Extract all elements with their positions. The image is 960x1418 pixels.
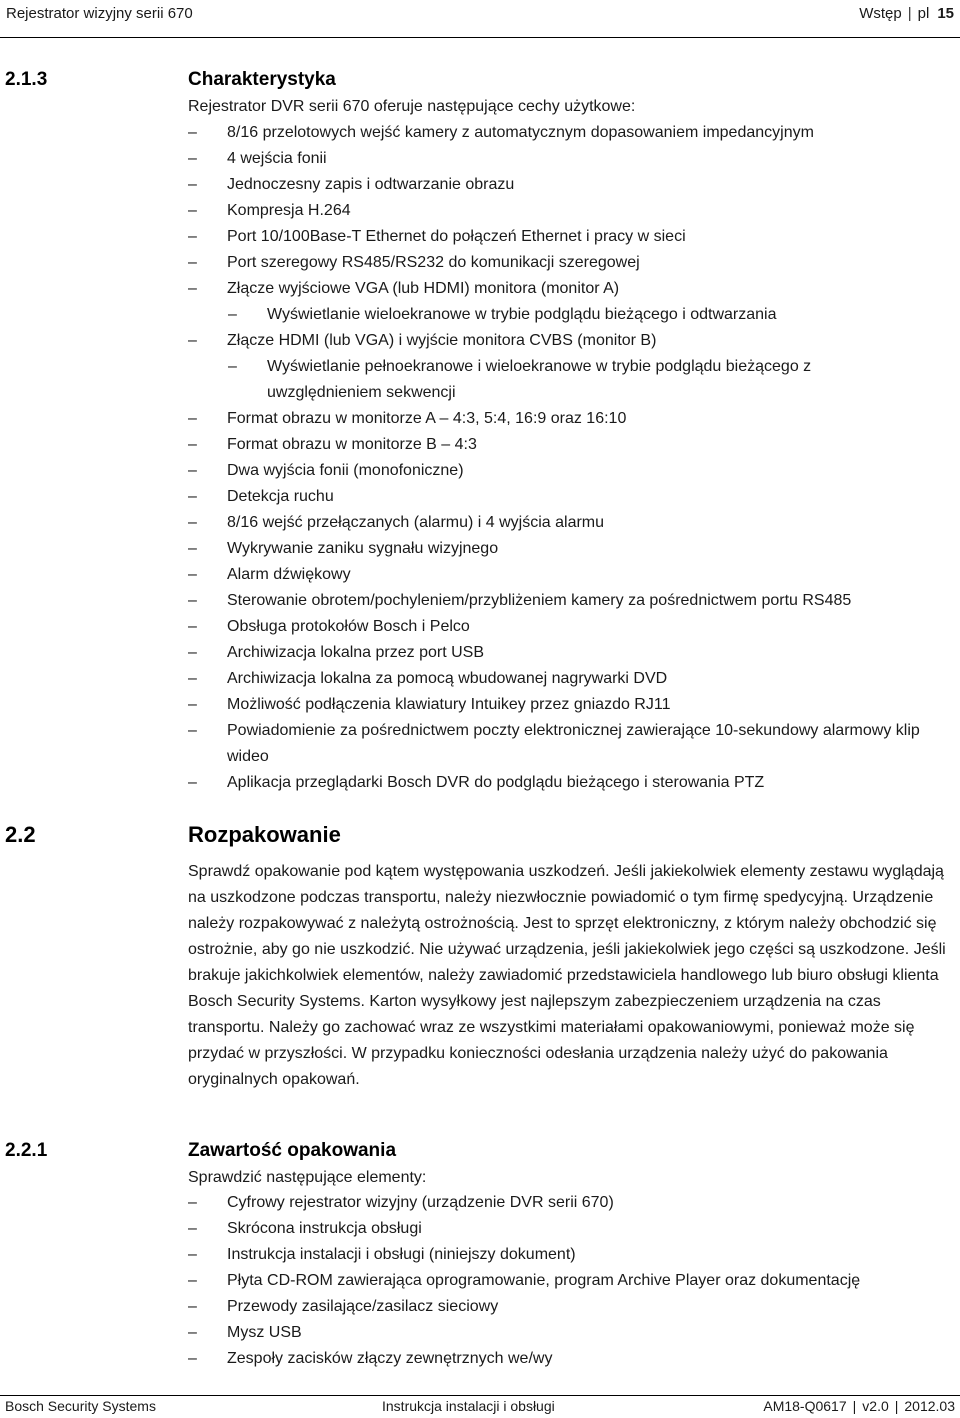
list-item: – 8/16 przelotowych wejść kamery z automatycznym dopasowaniem impedancyjnym	[188, 120, 948, 146]
list-item: – Powiadomienie za pośrednictwem poczty elektronicznej zawierające 10-sekundowy alarmowy klip wideo	[188, 718, 948, 770]
section-22-title: Rozpakowanie	[188, 822, 341, 847]
list-item: – Możliwość podłączenia klawiatury Intuikey przez gniazdo RJ11	[188, 692, 948, 718]
footer-version: v2.0	[862, 1398, 889, 1414]
list-item: – Format obrazu w monitorze B – 4:3	[188, 432, 948, 458]
section-213-number: 2.1.3	[5, 69, 48, 90]
header-chapter: Wstęp	[859, 5, 902, 22]
list-item: – Aplikacja przeglądarki Bosch DVR do podglądu bieżącego i sterowania PTZ	[188, 770, 948, 796]
page-number: 15	[937, 5, 954, 22]
list-item: – Złącze HDMI (lub VGA) i wyjście monitora CVBS (monitor B)	[188, 328, 948, 354]
list-item: – Kompresja H.264	[188, 198, 948, 224]
footer-doc-type: Instrukcja instalacji i obsługi	[382, 1398, 555, 1414]
footer-doc-info	[763, 1398, 955, 1414]
list-item: – Detekcja ruchu	[188, 484, 948, 510]
list-item: – 4 wejścia fonii	[188, 146, 948, 172]
list-item: – Obsługa protokołów Bosch i Pelco	[188, 614, 948, 640]
footer-company: Bosch Security Systems	[5, 1398, 156, 1414]
list-item: – Dwa wyjścia fonii (monofoniczne)	[188, 458, 948, 484]
header-separator: |	[907, 5, 912, 22]
sub-list-item: – Wyświetlanie pełnoekranowe i wieloekranowe w trybie podglądu bieżącego z uwzględnieniem sekwencji	[188, 354, 928, 406]
feature-list	[188, 120, 948, 796]
list-item: – Instrukcja instalacji i obsługi (niniejszy dokument)	[188, 1242, 860, 1268]
page-header	[6, 5, 954, 25]
sub-list-item: – Wyświetlanie wieloekranowe w trybie podglądu bieżącego i odtwarzania	[188, 302, 948, 328]
list-item: – Alarm dźwiękowy	[188, 562, 948, 588]
section-213-intro: Rejestrator DVR serii 670 oferuje następujące cechy użytkowe:	[188, 98, 636, 115]
list-item: – Archiwizacja lokalna za pomocą wbudowanej nagrywarki DVD	[188, 666, 948, 692]
package-contents-list	[188, 1190, 860, 1372]
section-221-title: Zawartość opakowania	[188, 1140, 397, 1161]
list-item: – 8/16 wejść przełączanych (alarmu) i 4 wyjścia alarmu	[188, 510, 948, 536]
list-item: – Mysz USB	[188, 1320, 860, 1346]
footer-rule	[0, 1395, 960, 1396]
list-item: – Skrócona instrukcja obsługi	[188, 1216, 860, 1242]
list-item: – Jednoczesny zapis i odtwarzanie obrazu	[188, 172, 948, 198]
section-213-title: Charakterystyka	[188, 69, 336, 90]
list-item: – Port 10/100Base-T Ethernet do połączeń Ethernet i pracy w sieci	[188, 224, 948, 250]
header-right	[859, 5, 954, 22]
header-lang: pl	[917, 5, 930, 22]
list-item: – Wykrywanie zaniku sygnału wizyjnego	[188, 536, 948, 562]
list-item: – Format obrazu w monitorze A – 4:3, 5:4, 16:9 oraz 16:10	[188, 406, 948, 432]
header-rule	[0, 37, 960, 38]
section-22-body: Sprawdź opakowanie pod kątem występowania uszkodzeń. Jeśli jakiekolwiek elementy zestawu wyglądają na uszkodzone podczas transportu, należy niezwłocznie powiadomić o tym firmę spedycyjną. Urządzenie należy rozpakowywać z należytą ostrożnością. Jest to sprzęt elektroniczny, z którym należy obchodzić się ostrożnie, aby go nie uszkodzić. Nie używać urządzenia, jeśli jakiekolwiek jego części są uszkodzone. Jeśli brakuje jakichkolwiek elementów, należy zawiadomić przedstawiciela handlowego lub biuro obsługi klienta Bosch Security Systems. Karton wysyłkowy jest najlepszym zabezpieczeniem urządzenia na czas transportu. Należy go zachować wraz ze wszystkimi materiałami opakowaniowymi, ponieważ może się przydać w przyszłości. W przypadku konieczności odesłania urządzenia należy użyć do pakowania oryginalnych opakowań.	[188, 863, 946, 1088]
footer-date: 2012.03	[904, 1398, 955, 1414]
list-item: – Zespoły zacisków złączy zewnętrznych we/wy	[188, 1346, 860, 1372]
list-item: – Płyta CD-ROM zawierająca oprogramowanie, program Archive Player oraz dokumentację	[188, 1268, 860, 1294]
list-item: – Cyfrowy rejestrator wizyjny (urządzenie DVR serii 670)	[188, 1190, 860, 1216]
footer-separator: |	[852, 1398, 857, 1414]
footer-separator: |	[894, 1398, 899, 1414]
section-22-number: 2.2	[5, 822, 36, 847]
section-221-intro: Sprawdzić następujące elementy:	[188, 1169, 427, 1186]
list-item: – Złącze wyjściowe VGA (lub HDMI) monitora (monitor A)	[188, 276, 948, 302]
section-221-number: 2.2.1	[5, 1140, 48, 1161]
list-item: – Port szeregowy RS485/RS232 do komunikacji szeregowej	[188, 250, 948, 276]
footer-doc-id: AM18-Q0617	[763, 1398, 847, 1414]
list-item: – Sterowanie obrotem/pochyleniem/przybliżeniem kamery za pośrednictwem portu RS485	[188, 588, 948, 614]
list-item: – Przewody zasilające/zasilacz sieciowy	[188, 1294, 860, 1320]
header-doc-title: Rejestrator wizyjny serii 670	[6, 5, 193, 22]
list-item: – Archiwizacja lokalna przez port USB	[188, 640, 948, 666]
